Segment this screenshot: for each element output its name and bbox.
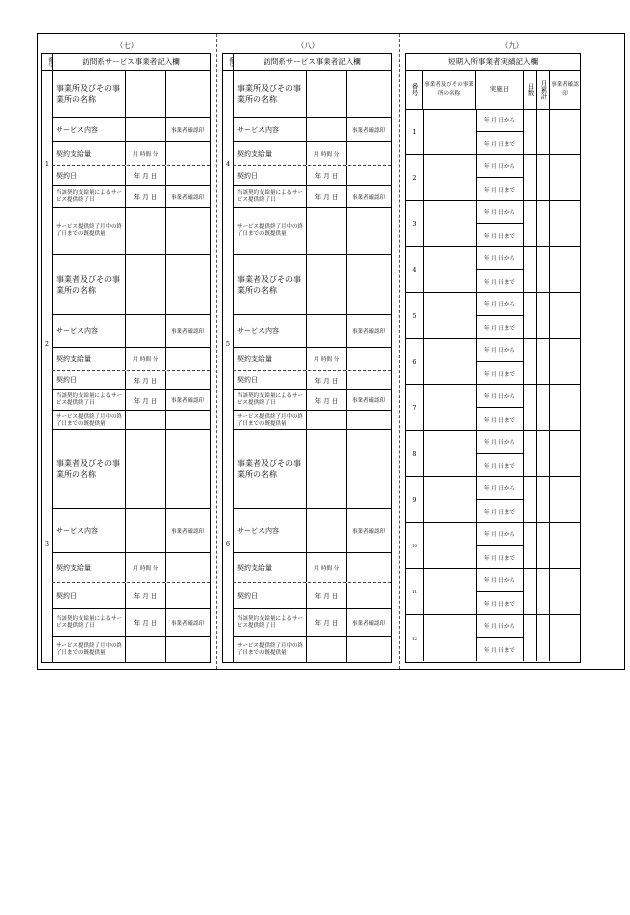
stamp-label: 事業者確認印 bbox=[170, 620, 204, 627]
col9-name-header: 事業者及びその事業所の名称 bbox=[423, 70, 476, 109]
form-row-used bbox=[52, 411, 210, 430]
cumulative-field[interactable] bbox=[537, 431, 550, 476]
short-stay-row bbox=[406, 385, 580, 431]
value-field[interactable] bbox=[126, 208, 166, 254]
days-field[interactable] bbox=[524, 293, 537, 338]
form-row-office_name bbox=[233, 255, 391, 315]
short-stay-row bbox=[406, 523, 580, 569]
stamp-field[interactable] bbox=[550, 615, 580, 661]
form-row-used bbox=[233, 637, 391, 663]
entry-number-3: 3 bbox=[44, 540, 50, 548]
form-row-office_name bbox=[52, 70, 210, 118]
short-stay-row-number: 12 bbox=[406, 615, 424, 661]
label-office_name: 事業所及びその事業所の名称 bbox=[52, 70, 126, 117]
number-header-7: 番号 bbox=[42, 54, 52, 71]
short-stay-name-field[interactable] bbox=[423, 385, 477, 430]
label-office_name: 事業者及びその事業所の名称 bbox=[233, 430, 307, 508]
short-stay-name-field[interactable] bbox=[423, 247, 477, 292]
label-office_name: 事業者及びその事業所の名称 bbox=[52, 430, 126, 508]
short-stay-row-number: 7 bbox=[406, 385, 424, 430]
short-stay-row bbox=[406, 339, 580, 385]
days-field[interactable] bbox=[524, 615, 537, 661]
stamp-box[interactable] bbox=[165, 348, 210, 370]
date-from-field[interactable]: 年 月 日から bbox=[476, 385, 524, 408]
stamp-box[interactable] bbox=[346, 371, 391, 389]
entry-number-6: 6 bbox=[225, 540, 231, 548]
days-field[interactable] bbox=[524, 431, 537, 476]
cumulative-field[interactable] bbox=[537, 293, 550, 338]
value-ymd[interactable]: 年 月 日 bbox=[126, 186, 166, 207]
form-row-service bbox=[52, 509, 210, 553]
certificate-sheet bbox=[37, 33, 625, 670]
label-used: サービス提供終了月中の終了日までの既提供量 bbox=[52, 208, 126, 254]
date-from-field[interactable]: 年 月 日から bbox=[476, 431, 524, 454]
value-ymd[interactable]: 年 月 日 bbox=[126, 583, 166, 608]
short-stay-row bbox=[406, 155, 580, 201]
value-ymd[interactable]: 年 月 日 bbox=[126, 609, 166, 636]
date-from-field[interactable]: 年 月 日から bbox=[476, 615, 524, 638]
column-seven-header: （七） bbox=[115, 41, 139, 50]
value-ymd[interactable]: 年 月 日 bbox=[307, 166, 347, 185]
short-stay-row-number: 11 bbox=[406, 569, 424, 614]
stamp-label: 事業者確認印 bbox=[170, 127, 204, 134]
short-stay-name-field[interactable] bbox=[423, 569, 477, 614]
form-row-used bbox=[233, 411, 391, 430]
stamp-box[interactable] bbox=[165, 208, 210, 254]
form-row-date bbox=[233, 583, 391, 609]
date-to-field[interactable]: 年 月 日まで bbox=[476, 546, 524, 569]
col9-number-header: 番号 bbox=[406, 70, 423, 109]
label-used: サービス提供終了月中の終了日までの既提供量 bbox=[52, 411, 126, 430]
short-stay-title: 短期入所事業者実績記入欄 bbox=[406, 54, 580, 71]
date-from-field[interactable]: 年 月 日から bbox=[476, 109, 524, 132]
label-date: 契約日 bbox=[233, 371, 307, 389]
short-stay-row bbox=[406, 247, 580, 293]
stamp-field[interactable] bbox=[550, 523, 580, 568]
date-to-field[interactable]: 年 月 日まで bbox=[476, 224, 524, 247]
label-end: 当該契約支給量によるサービス提供終了日 bbox=[233, 609, 307, 636]
visit-service-title-7: 訪問系サービス事業者記入欄 bbox=[52, 54, 210, 71]
label-amount: 契約支給量 bbox=[52, 142, 126, 165]
cumulative-field[interactable] bbox=[537, 615, 550, 661]
short-stay-row bbox=[406, 615, 580, 661]
stamp-box[interactable] bbox=[346, 637, 391, 663]
cumulative-field[interactable] bbox=[537, 569, 550, 614]
label-used: サービス提供終了月中の終了日までの既提供量 bbox=[52, 637, 126, 663]
form-row-office_name bbox=[52, 255, 210, 315]
cumulative-field[interactable] bbox=[537, 155, 550, 200]
value-hours[interactable]: 月 時間 分 bbox=[307, 142, 347, 165]
form-row-service bbox=[52, 118, 210, 142]
form-row-service bbox=[52, 315, 210, 348]
label-date: 契約日 bbox=[52, 166, 126, 185]
col9-cumulative-header: 月累計 bbox=[537, 70, 550, 109]
date-to-field[interactable]: 年 月 日まで bbox=[476, 500, 524, 523]
short-stay-name-field[interactable] bbox=[423, 431, 477, 476]
visit-service-frame-7 bbox=[41, 53, 211, 663]
date-to-field[interactable]: 年 月 日まで bbox=[476, 454, 524, 477]
stamp-field[interactable] bbox=[550, 569, 580, 614]
column-nine-header: （九） bbox=[500, 41, 524, 50]
short-stay-frame bbox=[405, 53, 581, 663]
short-stay-row-number: 4 bbox=[406, 247, 424, 292]
days-field[interactable] bbox=[524, 569, 537, 614]
days-field[interactable] bbox=[524, 201, 537, 246]
stamp-field[interactable] bbox=[550, 477, 580, 522]
days-field[interactable] bbox=[524, 339, 537, 384]
label-used: サービス提供終了月中の終了日までの既提供量 bbox=[233, 208, 307, 254]
value-field[interactable] bbox=[307, 208, 347, 254]
short-stay-row-number: 2 bbox=[406, 155, 424, 200]
label-service: サービス内容 bbox=[233, 118, 307, 141]
stamp-label: 事業者確認印 bbox=[170, 194, 204, 201]
stamp-field[interactable] bbox=[550, 155, 580, 200]
form-row-end bbox=[233, 390, 391, 411]
short-stay-name-field[interactable] bbox=[423, 155, 477, 200]
date-from-field[interactable]: 年 月 日から bbox=[476, 155, 524, 178]
label-office_name: 事業所及びその事業所の名称 bbox=[233, 70, 307, 117]
form-row-amount bbox=[52, 348, 210, 371]
date-from-field[interactable]: 年 月 日から bbox=[476, 477, 524, 500]
value-ymd[interactable]: 年 月 日 bbox=[126, 371, 166, 389]
stamp-label: 事業者確認印 bbox=[351, 329, 385, 335]
value-hours[interactable]: 月 時間 分 bbox=[126, 142, 166, 165]
form-row-used bbox=[52, 637, 210, 663]
value-field[interactable] bbox=[126, 637, 166, 663]
stamp-box[interactable] bbox=[165, 371, 210, 389]
stamp-label: 事業者確認印 bbox=[170, 528, 204, 535]
value-field[interactable] bbox=[126, 118, 166, 141]
stamp-field[interactable] bbox=[550, 431, 580, 476]
stamp-field[interactable] bbox=[550, 339, 580, 384]
stamp-box[interactable] bbox=[165, 255, 210, 314]
entry-group-3 bbox=[44, 430, 210, 662]
label-date: 契約日 bbox=[233, 583, 307, 608]
short-stay-row-number: 6 bbox=[406, 339, 424, 384]
label-used: サービス提供終了月中の終了日までの既提供量 bbox=[233, 637, 307, 663]
entry-group-4 bbox=[225, 70, 391, 255]
date-from-field[interactable]: 年 月 日から bbox=[476, 569, 524, 592]
stamp-field[interactable] bbox=[550, 247, 580, 292]
visit-service-title-8: 訪問系サービス事業者記入欄 bbox=[233, 54, 391, 71]
cumulative-field[interactable] bbox=[537, 385, 550, 430]
short-stay-row-number: 5 bbox=[406, 293, 424, 338]
short-stay-name-field[interactable] bbox=[423, 293, 477, 338]
value-field[interactable] bbox=[307, 430, 347, 508]
label-date: 契約日 bbox=[52, 371, 126, 389]
form-row-used bbox=[233, 208, 391, 254]
date-to-field[interactable]: 年 月 日まで bbox=[476, 132, 524, 155]
days-field[interactable] bbox=[524, 247, 537, 292]
days-field[interactable] bbox=[524, 109, 537, 154]
entry-number-4: 4 bbox=[225, 160, 231, 168]
label-amount: 契約支給量 bbox=[233, 348, 307, 370]
stamp-box[interactable] bbox=[165, 166, 210, 185]
date-from-field[interactable]: 年 月 日から bbox=[476, 247, 524, 270]
stamp-label: 事業者確認印 bbox=[351, 127, 385, 134]
form-row-date bbox=[233, 166, 391, 186]
value-hours[interactable]: 月 時間 分 bbox=[126, 348, 166, 370]
short-stay-name-field[interactable] bbox=[423, 477, 477, 522]
stamp-label: 事業者確認印 bbox=[351, 398, 385, 404]
cumulative-field[interactable] bbox=[537, 523, 550, 568]
short-stay-row bbox=[406, 109, 580, 155]
column-eight bbox=[217, 34, 399, 669]
stamp-box[interactable] bbox=[346, 430, 391, 508]
stamp-label: 事業者確認印 bbox=[351, 528, 385, 535]
visit-service-frame-8 bbox=[222, 53, 392, 663]
date-from-field[interactable]: 年 月 日から bbox=[476, 201, 524, 224]
date-to-field[interactable]: 年 月 日まで bbox=[476, 316, 524, 339]
col9-stamp-header: 事業者確認印 bbox=[551, 81, 579, 97]
short-stay-row bbox=[406, 431, 580, 477]
cumulative-field[interactable] bbox=[537, 339, 550, 384]
form-row-end bbox=[233, 609, 391, 637]
date-to-field[interactable]: 年 月 日まで bbox=[476, 638, 524, 661]
short-stay-row-number: 8 bbox=[406, 431, 424, 476]
label-date: 契約日 bbox=[233, 166, 307, 185]
form-row-amount bbox=[52, 142, 210, 166]
date-from-field[interactable]: 年 月 日から bbox=[476, 523, 524, 546]
entry-number-1: 1 bbox=[44, 160, 50, 168]
value-field[interactable] bbox=[126, 315, 166, 347]
form-row-service bbox=[233, 509, 391, 553]
label-used: サービス提供終了月中の終了日までの既提供量 bbox=[233, 411, 307, 430]
short-stay-row bbox=[406, 201, 580, 247]
short-stay-header-row bbox=[406, 70, 580, 110]
value-field[interactable] bbox=[126, 411, 166, 430]
cumulative-field[interactable] bbox=[537, 247, 550, 292]
short-stay-name-field[interactable] bbox=[423, 523, 477, 568]
col9-date-header: 実施日 bbox=[476, 70, 524, 109]
date-to-field[interactable]: 年 月 日まで bbox=[476, 408, 524, 431]
value-ymd[interactable]: 年 月 日 bbox=[307, 583, 347, 608]
form-row-office_name bbox=[233, 70, 391, 118]
short-stay-row bbox=[406, 477, 580, 523]
stamp-box[interactable] bbox=[346, 255, 391, 314]
label-amount: 契約支給量 bbox=[233, 553, 307, 582]
days-field[interactable] bbox=[524, 385, 537, 430]
stamp-field[interactable] bbox=[550, 201, 580, 246]
stamp-box[interactable] bbox=[165, 70, 210, 117]
form-row-service bbox=[233, 118, 391, 142]
stamp-box[interactable] bbox=[165, 637, 210, 663]
column-seven bbox=[38, 34, 216, 669]
entry-number-2: 2 bbox=[44, 340, 50, 348]
value-field[interactable] bbox=[307, 118, 347, 141]
date-from-field[interactable]: 年 月 日から bbox=[476, 293, 524, 316]
label-end: 当該契約支給量によるサービス提供終了日 bbox=[233, 390, 307, 410]
entry-number-5: 5 bbox=[225, 340, 231, 348]
stamp-box[interactable] bbox=[346, 166, 391, 185]
form-row-office_name bbox=[233, 430, 391, 509]
form-row-amount bbox=[52, 553, 210, 583]
label-office_name: 事業者及びその事業所の名称 bbox=[233, 255, 307, 314]
label-amount: 契約支給量 bbox=[52, 348, 126, 370]
date-to-field[interactable]: 年 月 日まで bbox=[476, 270, 524, 293]
form-row-amount bbox=[233, 348, 391, 371]
value-ymd[interactable]: 年 月 日 bbox=[126, 166, 166, 185]
value-ymd[interactable]: 年 月 日 bbox=[307, 609, 347, 636]
label-office_name: 事業者及びその事業所の名称 bbox=[52, 255, 126, 314]
label-amount: 契約支給量 bbox=[233, 142, 307, 165]
label-service: サービス内容 bbox=[52, 118, 126, 141]
value-field[interactable] bbox=[307, 637, 347, 663]
form-row-date bbox=[52, 371, 210, 390]
cumulative-field[interactable] bbox=[537, 109, 550, 154]
date-to-field[interactable]: 年 月 日まで bbox=[476, 178, 524, 201]
entry-group-5 bbox=[225, 255, 391, 430]
value-field[interactable] bbox=[307, 509, 347, 552]
date-to-field[interactable]: 年 月 日まで bbox=[476, 592, 524, 615]
stamp-label: 事業者確認印 bbox=[351, 194, 385, 201]
cumulative-field[interactable] bbox=[537, 201, 550, 246]
label-end: 当該契約支給量によるサービス提供終了日 bbox=[52, 186, 126, 207]
stamp-box[interactable] bbox=[165, 553, 210, 582]
form-row-date bbox=[52, 583, 210, 609]
label-service: サービス内容 bbox=[52, 315, 126, 347]
stamp-label: 事業者確認印 bbox=[170, 398, 204, 404]
column-nine bbox=[400, 34, 624, 669]
value-field[interactable] bbox=[307, 315, 347, 347]
value-ymd[interactable]: 年 月 日 bbox=[126, 390, 166, 410]
stamp-box[interactable] bbox=[346, 142, 391, 165]
stamp-box[interactable] bbox=[346, 70, 391, 117]
short-stay-name-field[interactable] bbox=[423, 201, 477, 246]
label-amount: 契約支給量 bbox=[52, 553, 126, 582]
date-from-field[interactable]: 年 月 日から bbox=[476, 339, 524, 362]
short-stay-row-number: 1 bbox=[406, 109, 424, 154]
entry-group-2 bbox=[44, 255, 210, 430]
stamp-label: 事業者確認印 bbox=[170, 329, 204, 335]
stamp-box[interactable] bbox=[346, 583, 391, 608]
form-row-service bbox=[233, 315, 391, 348]
form-row-end bbox=[52, 390, 210, 411]
short-stay-name-field[interactable] bbox=[423, 615, 477, 661]
cumulative-field[interactable] bbox=[537, 477, 550, 522]
stamp-box[interactable] bbox=[165, 411, 210, 430]
value-field[interactable] bbox=[307, 411, 347, 430]
short-stay-row-number: 9 bbox=[406, 477, 424, 522]
short-stay-row bbox=[406, 569, 580, 615]
stamp-field[interactable] bbox=[550, 109, 580, 154]
form-row-date bbox=[233, 371, 391, 390]
value-field[interactable] bbox=[126, 509, 166, 552]
form-row-end bbox=[52, 186, 210, 208]
value-ymd[interactable]: 年 月 日 bbox=[307, 371, 347, 389]
form-row-date bbox=[52, 166, 210, 186]
stamp-field[interactable] bbox=[550, 385, 580, 430]
col9-days-header: 日数 bbox=[524, 70, 537, 109]
label-date: 契約日 bbox=[52, 583, 126, 608]
form-row-office_name bbox=[52, 430, 210, 509]
entry-group-1 bbox=[44, 70, 210, 255]
value-hours[interactable]: 月 時間 分 bbox=[307, 553, 347, 582]
stamp-label: 事業者確認印 bbox=[351, 620, 385, 627]
label-service: サービス内容 bbox=[52, 509, 126, 552]
value-hours[interactable]: 月 時間 分 bbox=[307, 348, 347, 370]
stamp-field[interactable] bbox=[550, 293, 580, 338]
days-field[interactable] bbox=[524, 477, 537, 522]
value-field[interactable] bbox=[126, 70, 166, 117]
value-ymd[interactable]: 年 月 日 bbox=[307, 186, 347, 207]
label-end: 当該契約支給量によるサービス提供終了日 bbox=[233, 186, 307, 207]
stamp-box[interactable] bbox=[165, 583, 210, 608]
short-stay-row bbox=[406, 293, 580, 339]
form-row-end bbox=[52, 609, 210, 637]
short-stay-name-field[interactable] bbox=[423, 109, 477, 154]
value-hours[interactable]: 月 時間 分 bbox=[126, 553, 166, 582]
label-service: サービス内容 bbox=[233, 315, 307, 347]
form-row-amount bbox=[233, 553, 391, 583]
short-stay-name-field[interactable] bbox=[423, 339, 477, 384]
stamp-box[interactable] bbox=[346, 553, 391, 582]
label-service: サービス内容 bbox=[233, 509, 307, 552]
value-field[interactable] bbox=[126, 430, 166, 508]
stamp-box[interactable] bbox=[346, 411, 391, 430]
value-ymd[interactable]: 年 月 日 bbox=[307, 390, 347, 410]
value-field[interactable] bbox=[126, 255, 166, 314]
stamp-box[interactable] bbox=[165, 142, 210, 165]
date-to-field[interactable]: 年 月 日まで bbox=[476, 362, 524, 385]
label-end: 当該契約支給量によるサービス提供終了日 bbox=[52, 390, 126, 410]
days-field[interactable] bbox=[524, 155, 537, 200]
stamp-box[interactable] bbox=[346, 348, 391, 370]
form-row-used bbox=[52, 208, 210, 254]
short-stay-row-number: 3 bbox=[406, 201, 424, 246]
form-row-amount bbox=[233, 142, 391, 166]
column-eight-header: （八） bbox=[296, 41, 320, 50]
days-field[interactable] bbox=[524, 523, 537, 568]
value-field[interactable] bbox=[307, 255, 347, 314]
label-end: 当該契約支給量によるサービス提供終了日 bbox=[52, 609, 126, 636]
stamp-box[interactable] bbox=[165, 430, 210, 508]
number-header-8: 番号 bbox=[223, 54, 233, 71]
stamp-box[interactable] bbox=[346, 208, 391, 254]
form-row-end bbox=[233, 186, 391, 208]
short-stay-row-number: 10 bbox=[406, 523, 424, 568]
entry-group-6 bbox=[225, 430, 391, 662]
value-field[interactable] bbox=[307, 70, 347, 117]
